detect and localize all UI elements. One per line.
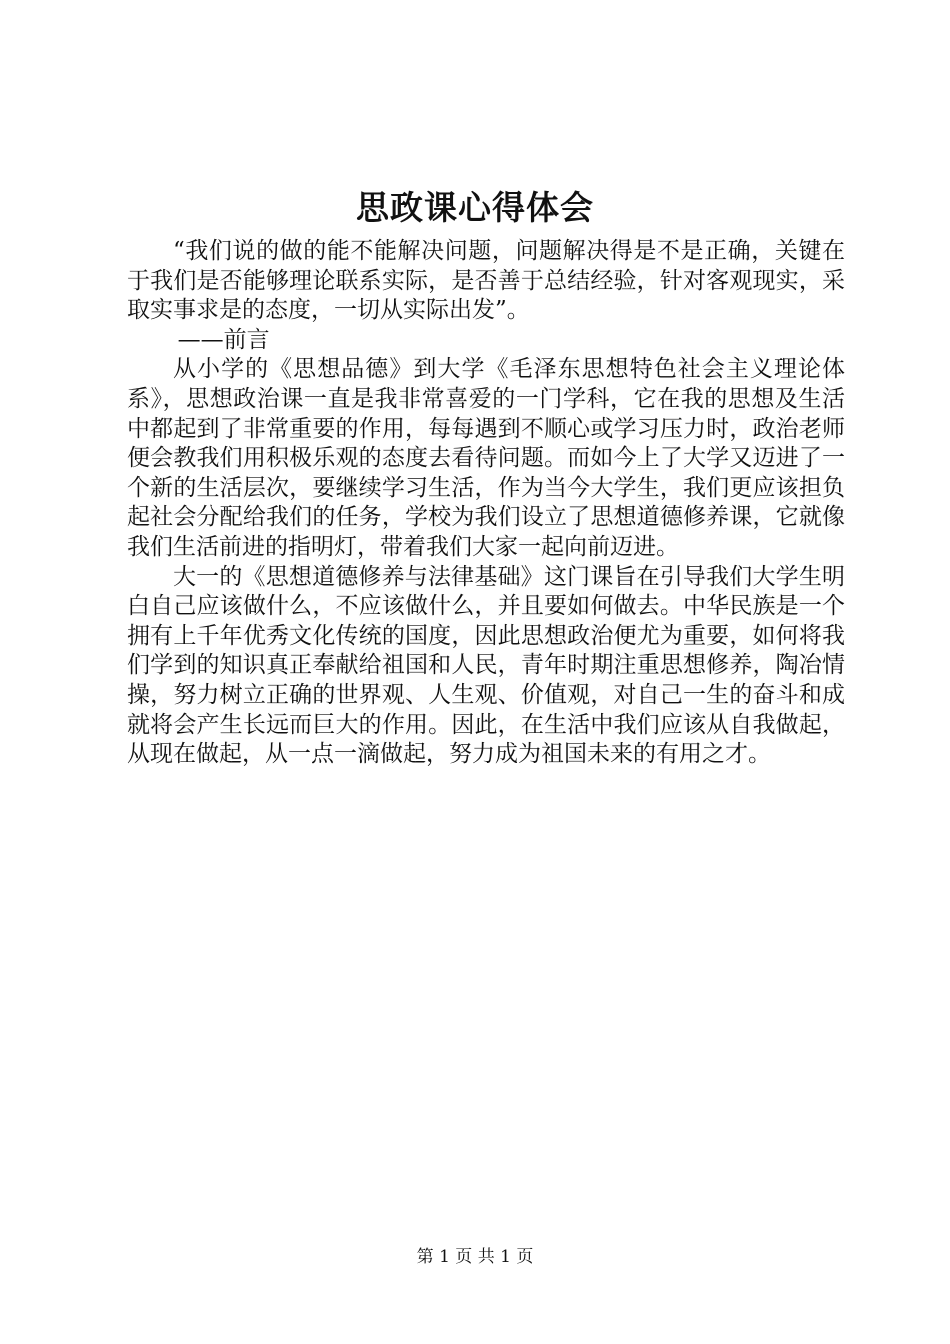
document-body [127,237,845,770]
body-paragraph-1: 从小学的《思想品德》到大学《毛泽东思想特色社会主义理论体系》，思想政治课一直是我非常喜爱的一门学科，它在我的思想及生活中都起到了非常重要的作用，每每遇到不顺心或学习压力时，政治老师便会教我们用积极乐观的态度去看待问题。而如今上了大学又迈进了一个新的生活层次，要继续学习生活，作为当今大学生，我们更应该担负起社会分配给我们的任务，学校为我们设立了思想道德修养课，它就像我们生活前进的指明灯，带着我们大家一起向前迈进。 [127,356,845,560]
quote-signature: ——前言 [177,326,270,353]
quote-paragraph: “我们说的做的能不能解决问题，问题解决得是不是正确，关键在于我们是否能够理论联系实际，是否善于总结经验，针对客观现实，采取实事求是的态度，一切从实际出发”。 [127,238,845,324]
body-paragraph-2: 大一的《思想道德修养与法律基础》这门课旨在引导我们大学生明白自己应该做什么，不应该做什么，并且要如何做去。中华民族是一个拥有上千年优秀文化传统的国度，因此思想政治便尤为重要，如何将我们学到的知识真正奉献给祖国和人民，青年时期注重思想修养，陶冶情操，努力树立正确的世界观、人生观、价值观，对自己一生的奋斗和成就将会产生长远而巨大的作用。因此，在生活中我们应该从自我做起，从现在做起，从一点一滴做起，努力成为祖国未来的有用之才。 [127,563,845,768]
page-footer: 第 1 页 共 1 页 [416,1247,534,1267]
document-title: 思政课心得体会 [356,188,594,227]
